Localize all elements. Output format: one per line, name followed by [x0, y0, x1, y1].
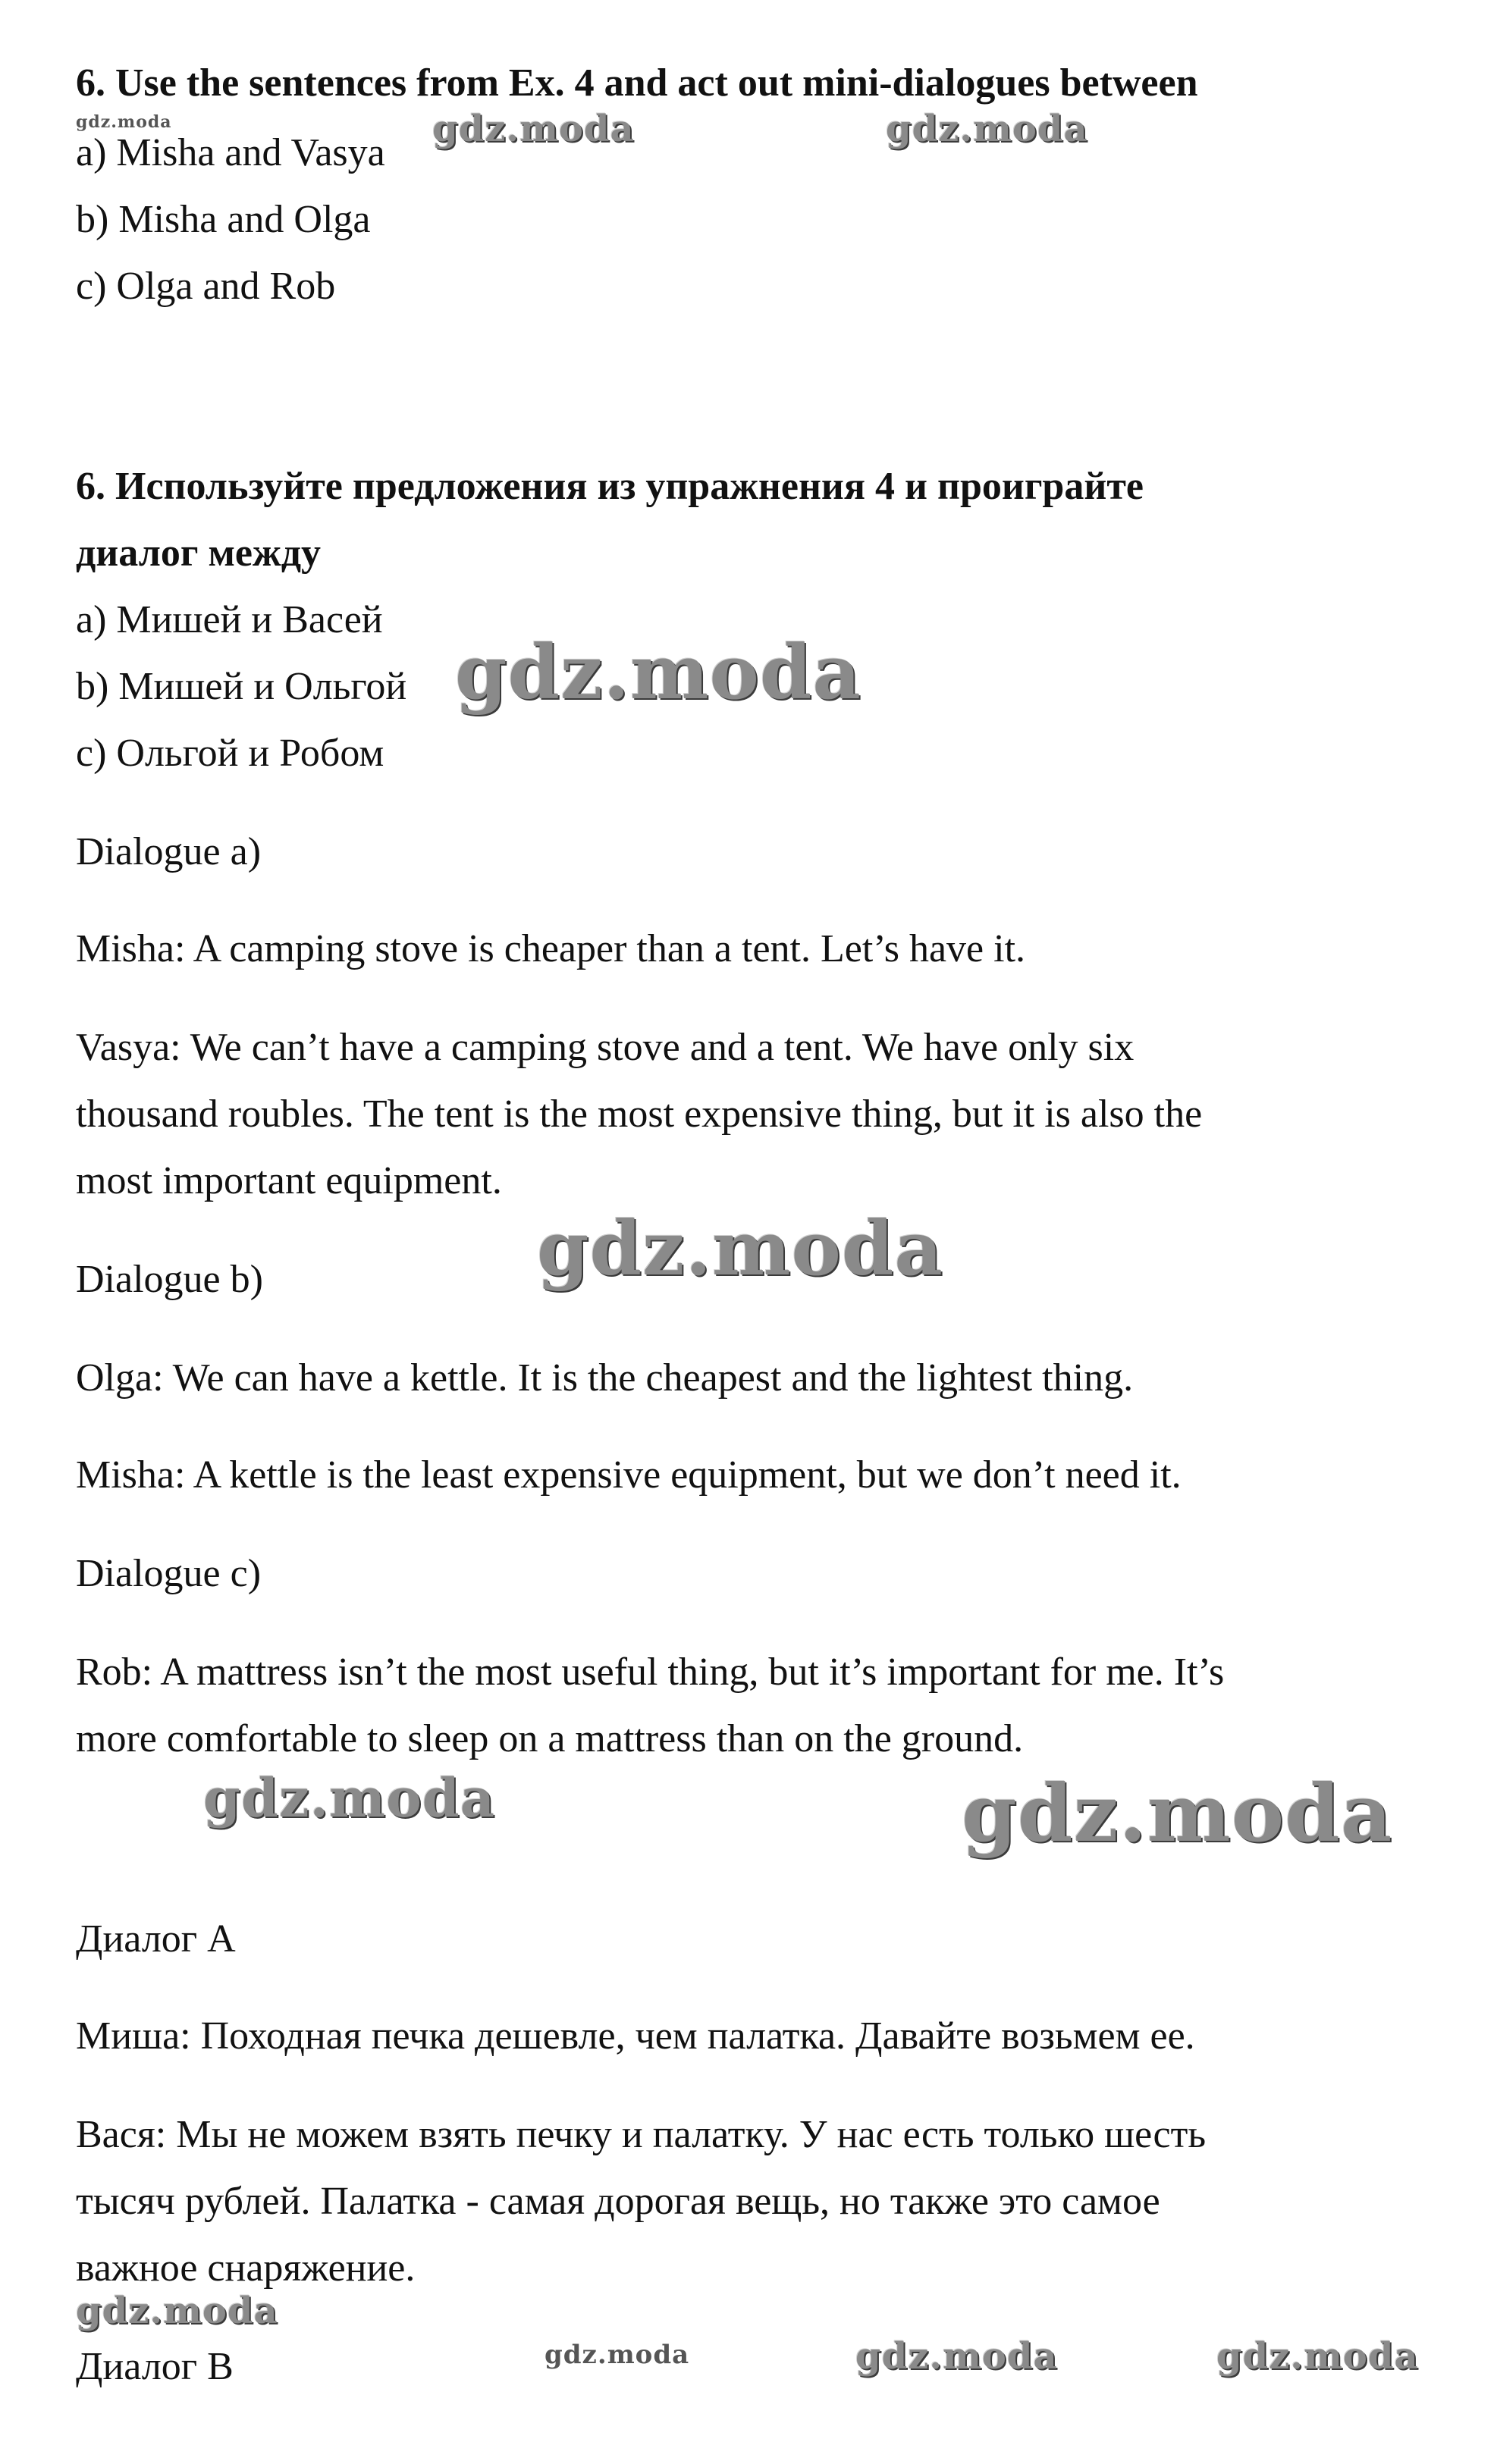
watermark: gdz.moda — [76, 112, 172, 132]
task-option-b-en: b) Misha and Olga — [76, 198, 371, 241]
watermark: gdz.moda — [545, 2340, 690, 2370]
task-option-a-en: a) Misha and Vasya — [76, 131, 385, 174]
dialogue-a-vasya-en-line2: thousand roubles. The tent is the most expensive thing, but it is also the — [76, 1092, 1203, 1136]
dialogue-a-misha-ru: Миша: Походная печка дешевле, чем палатка. Давайте возьмем ее. — [76, 2014, 1195, 2058]
watermark: gdz.moda — [203, 1766, 496, 1829]
task-heading-ru-line2: диалог между — [76, 531, 322, 575]
watermark: gdz.moda — [76, 2290, 278, 2332]
task-option-c-ru: c) Ольгой и Робом — [76, 732, 384, 775]
dialogue-a-vasya-ru-line2: тысяч рублей. Палатка - самая дорогая вещь, но также это самое — [76, 2180, 1160, 2223]
watermark: gdz.moda — [455, 629, 861, 716]
watermark: gdz.moda — [886, 108, 1088, 150]
dialogue-a-title-en: Dialogue a) — [76, 830, 262, 873]
watermark: gdz.moda — [855, 2335, 1058, 2378]
dialogue-b-title-en: Dialogue b) — [76, 1258, 263, 1301]
task-heading-ru-line1: 6. Используйте предложения из упражнения 4 и проиграйте — [76, 465, 1144, 508]
task-option-b-ru: b) Мишей и Ольгой — [76, 665, 407, 708]
dialogue-a-misha-en: Misha: A camping stove is cheaper than a tent. Let’s have it. — [76, 927, 1026, 970]
dialogue-a-title-ru: Диалог А — [76, 1917, 236, 1961]
dialogue-a-vasya-en-line3: most important equipment. — [76, 1159, 502, 1202]
task-option-a-ru: a) Мишей и Васей — [76, 598, 383, 641]
dialogue-c-title-en: Dialogue c) — [76, 1552, 262, 1595]
dialogue-b-olga-en: Olga: We can have a kettle. It is the cheapest and the lightest thing. — [76, 1356, 1134, 1400]
dialogue-c-rob-en-line1: Rob: A mattress isn’t the most useful thing, but it’s important for me. It’s — [76, 1651, 1225, 1694]
watermark: gdz.moda — [1216, 2335, 1419, 2378]
dialogue-c-rob-en-line2: more comfortable to sleep on a mattress than on the ground. — [76, 1717, 1024, 1760]
dialogue-a-vasya-en-line1: Vasya: We can’t have a camping stove and a tent. We have only six — [76, 1026, 1135, 1069]
task-option-c-en: c) Olga and Rob — [76, 265, 336, 308]
dialogue-a-vasya-ru-line3: важное снаряжение. — [76, 2246, 416, 2290]
task-heading-en: 6. Use the sentences from Ex. 4 and act out mini-dialogues between — [76, 61, 1198, 105]
dialogue-b-title-ru: Диалог В — [76, 2345, 234, 2388]
dialogue-a-vasya-ru-line1: Вася: Мы не можем взять печку и палатку. У нас есть только шесть — [76, 2113, 1207, 2156]
watermark: gdz.moda — [537, 1205, 943, 1293]
dialogue-b-misha-en: Misha: A kettle is the least expensive equipment, but we don’t need it. — [76, 1453, 1182, 1497]
watermark: gdz.moda — [962, 1766, 1393, 1860]
watermark: gdz.moda — [432, 108, 635, 150]
